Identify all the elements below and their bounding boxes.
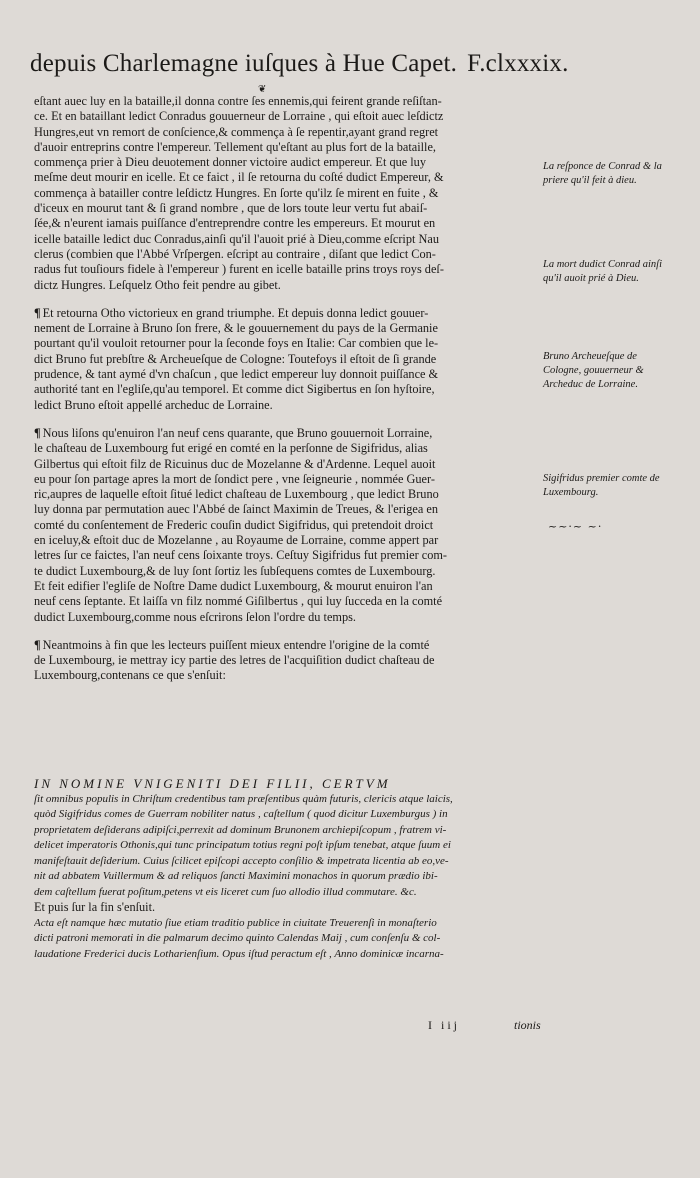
text-line: neuf cens ſeptante. Et laiſſa vn filz nommé Giſilbertus , qui luy ſucceda en la comté bbox=[34, 594, 443, 609]
text-line: ledict Bruno eſtoit appellé archeduc de Lorraine. bbox=[34, 397, 273, 412]
charter-line: ſit omnibus populis in Chriſtum credentibus tam præſentibus quàm futuris, clericis atque laicis, bbox=[34, 792, 453, 805]
charter-line: Acta eſt namque hæc mutatio ſiue etiam traditio publice in ciuitate Treuerenſi in monaſterio bbox=[34, 916, 437, 929]
charter-line: laudatione Frederici ducis Lotharienſium. Opus iſtud peractum eſt , Anno dominicæ incarna- bbox=[34, 947, 444, 960]
text-line: clerus (combien que l'Abbé Vrſpergen. eſcript au contraire , diſant que ledict Con- bbox=[34, 246, 436, 261]
text-line: d'iceux en mourut tant & ſi grand nombre , que de lors toute leur vertu fut abaiſ- bbox=[34, 201, 428, 216]
header-title: depuis Charlemagne iuſques à Hue Capet. bbox=[30, 50, 458, 77]
charter-line: manifeſtauit deſiderium. Cuius ſcilicet epiſcopi accepto conſilio & impetrata licentia ab eo,ve- bbox=[34, 854, 449, 867]
text-line: ¶ Nous liſons qu'enuiron l'an neuf cens quarante, que Bruno gouuernoit Lorraine, bbox=[34, 425, 433, 440]
text-line: ¶ Et retourna Otho victorieux en grand triumphe. Et depuis donna ledict gouuer- bbox=[34, 305, 429, 320]
charter-heading: IN NOMINE VNIGENITI DEI FILII, CERTVM bbox=[34, 776, 391, 791]
pilcrow-icon: ¶ bbox=[34, 637, 41, 652]
catchword: tionis bbox=[514, 1018, 541, 1032]
ornament-icon: ❦ bbox=[258, 84, 267, 95]
text-line: Hungres,eut vn remort de conſcience,& commença à ſe repentir,ayant grand regret bbox=[34, 124, 439, 139]
text-line: dictz Hungres. Leſquelz Otho feit pendre au gibet. bbox=[34, 277, 281, 292]
text-line: ce. Et en bataillant ledict Conradus gouuerneur de Lorraine , qui eſtoit auec leſdictz bbox=[34, 109, 444, 124]
text-line: Et feit edifier l'egliſe de Noſtre Dame dudict Luxembourg, & mourut enuiron l'an bbox=[34, 578, 433, 593]
text-line: de Luxembourg, ie mettray icy partie des letres de l'acquiſition dudict chaſteau de bbox=[34, 653, 435, 668]
text-line: d'auoir entreprins contre l'empereur. Tellement qu'eſtant au plus fort de la bataille, bbox=[34, 139, 436, 154]
text-line: radus fut touſiours fidele à l'empereur ) furent en icelle bataille prins troys roys deſ- bbox=[34, 262, 444, 277]
text-line: pourtant qu'il vouloit retourner pour la ſeconde foys en Italie: Car combien que le- bbox=[34, 336, 439, 351]
charter-line: nit ad abbatem Vuillermum & ad reliquos ſancti Maximini monachos in quorum prædio ibi- bbox=[34, 870, 438, 882]
text-line: dudict Luxembourg,comme nous eſcrirons ſelon l'ordre du temps. bbox=[34, 609, 356, 624]
pilcrow-icon: ¶ bbox=[34, 425, 41, 440]
charter-line: dicti patroni memorati in die palmarum decimo quinto Calendas Maij , cum conſenſu & col- bbox=[34, 932, 441, 944]
charter-line: delicet imperatoris Othonis,qui tunc principatum totius regni poſt ipſum tenebat, atque ſuum ei bbox=[34, 839, 451, 851]
text-line: luy donna par permutation auec l'Abbé de ſainct Maximin de Treues, & l'erigea en bbox=[34, 502, 438, 517]
text-line: letres ſur ce faictes, l'an neuf cens ſoixante troys. Ceſtuy Sigifridus fut premier com- bbox=[34, 548, 448, 563]
text-line: Gilbertus qui eſtoit filz de Ricuinus duc de Mozelanne & d'Ardenne. Lequel auoit bbox=[34, 456, 436, 471]
text-line: commença à batailler contre leſdictz Hungres. En ſorte qu'ilz ſe mirent en fuite , & bbox=[34, 185, 439, 200]
text-line: Luxembourg,contenans ce que s'enſuit: bbox=[34, 668, 226, 683]
margin-note: La mort dudict Conrad ainſi qu'il auoit prié à Dieu. bbox=[543, 259, 663, 284]
paragraph bbox=[34, 638, 534, 684]
paragraph bbox=[34, 306, 534, 413]
text-line: ſée,& n'eurent iamais puiſſance d'entreprendre contre les empereurs. Et mourut en bbox=[34, 216, 436, 231]
text-line: comté du conſentement de Frederic couſin dudict Sigifridus, qui pretendoit droict bbox=[34, 517, 434, 532]
charter-line: proprietatem deſiderans adipiſci,perrexit ad dominum Brunonem archiepiſcopum , fratrem vi- bbox=[34, 823, 447, 836]
text-line: le chaſteau de Luxembourg fut erigé en comté en la perſonne de Sigifridus, alias bbox=[34, 441, 428, 456]
charter-line: dem caſtellum fuerat poſitum,petens vt eis liceret cum ſuo allodio illud commutare. &c. bbox=[34, 885, 417, 898]
charter-line: quòd Sigifridus comes de Guerram nobiliter natus , caſtellum ( quod dicitur Luxemburgus ) in bbox=[34, 808, 448, 820]
margin-note: La reſponce de Conrad & la priere qu'il feit à dieu. bbox=[543, 161, 662, 186]
text-line: ric,aupres de laquelle eſtoit ſitué ledict chaſteau de Luxembourg , que ledict Bruno bbox=[34, 487, 439, 502]
text-line: en iceluy,& eſtoit duc de Mozelanne , au Royaume de Lorraine, comme appert par bbox=[34, 533, 439, 548]
paragraph bbox=[34, 94, 534, 293]
charter-transition: Et puis ſur la fin s'enſuit. bbox=[34, 900, 156, 914]
text-line: te dudict Luxembourg,& de luy ſont ſortiz les ſubſequens comtes de Luxembourg. bbox=[34, 563, 436, 578]
text-line: eu pour ſon partage apres la mort de ſondict pere , vne ſeigneurie , nommée Guer- bbox=[34, 471, 435, 486]
text-line: commença prier à Dieu deuotement donner victoire audict empereur. Et que luy bbox=[34, 155, 426, 170]
text-line: icelle bataille ledict duc Conradus,ainſi qu'il l'auoit prié à Dieu,comme eſcript Nau bbox=[34, 231, 439, 246]
latin-charter bbox=[34, 776, 569, 962]
paragraph bbox=[34, 426, 534, 625]
main-text bbox=[34, 94, 534, 684]
text-line: eſtant auec luy en la bataille,il donna contre ſes ennemis,qui feirent grande reſiſtan- bbox=[34, 94, 442, 108]
margin-note: Bruno Archeueſque de Cologne, gouuerneur & Archeduc de Lorraine. bbox=[543, 351, 644, 390]
text-line: meſme deut mourir en icelle. Et ce faict , il ſe retourna du coſté dudict Empereur, & bbox=[34, 170, 444, 185]
text-line: dict Bruno fut prebſtre & Archeueſque de Cologne: Toutefoys il eſtoit de ſi grande bbox=[34, 351, 437, 366]
marginal-scribble-icon: ~~·~ ~· bbox=[548, 520, 603, 533]
text-line: nement de Lorraine à Bruno ſon frere, & le gouuernement du pays de la Germanie bbox=[34, 321, 438, 336]
signature-mark: I iij bbox=[428, 1018, 460, 1032]
text-line: ¶ Neantmoins à fin que les lecteurs puiſſent mieux entendre l'origine de la comté bbox=[34, 637, 430, 652]
margin-note: Sigifridus premier comte de Luxembourg. bbox=[543, 473, 660, 498]
pilcrow-icon: ¶ bbox=[34, 305, 41, 320]
text-line: authorité tant en l'egliſe,qu'au temporel. Et comme dict Sigibertus en ſon hyſtoire, bbox=[34, 382, 435, 397]
running-header bbox=[30, 50, 670, 78]
folio-number: F.clxxxix. bbox=[467, 50, 569, 77]
text-line: prudence, & tant aymé d'vn chaſcun , que ledict empereur luy donnoit puiſſance & bbox=[34, 367, 439, 382]
